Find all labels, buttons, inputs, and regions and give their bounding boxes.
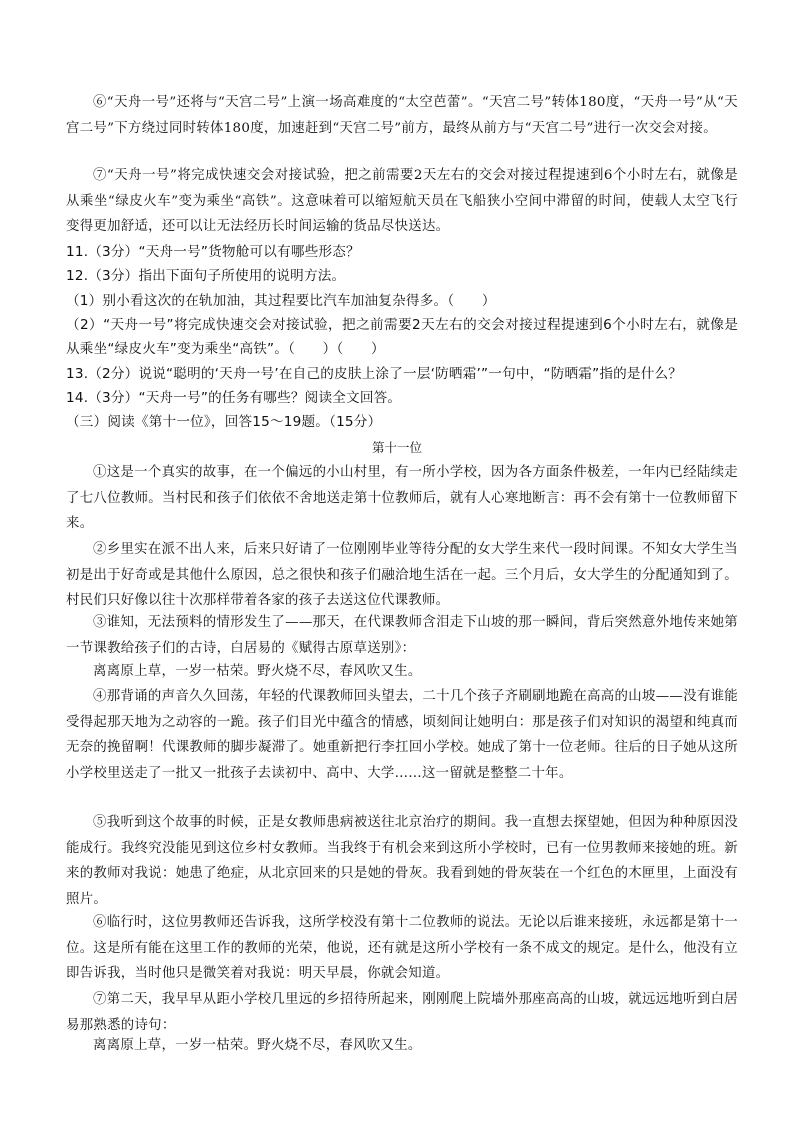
poem-line-1: 离离原上草，一岁一枯荣。野火烧不尽，春风吹又生。 [93, 664, 422, 679]
question-12: 12.（3分）指出下面句子所使用的说明方法。 [66, 268, 346, 284]
story-paragraph-6: ⑥临行时，这位男教师还告诉我，这所学校没有第十二位教师的说法。无论以后谁来接班，永远都是第十一位。这是所有能在这里工作的教师的光荣，他说，还有就是这所小学校有一条不成文的规定。是什么，他没有立即告诉我，当时他只是微笑着对我说：明天早晨，你就会知道。 [66, 915, 738, 982]
story-paragraph-3: ③谁知，无法预料的情形发生了——那天，在代课教师含泪走下山坡的那一瞬间，背后突然意外地传来她第一节课教给孩子们的古诗，白居易的《赋得古原草送别》： [66, 615, 738, 656]
passage-title: 第十一位 [371, 440, 422, 455]
passage-paragraph-6: ⑥“天舟一号”还将与“天宫二号”上演一场高难度的“太空芭蕾”。“天宫二号”转体180度，“天舟一号”从“天宫二号”下方绕过同时转体180度，加速赶到“天宫二号”前方，最终从前方与“天宫二号”进行一次交会对接。 [66, 95, 738, 136]
question-11: 11.（3分）“天舟一号”货物舱可以有哪些形态？ [66, 244, 360, 260]
question-14: 14.（3分）“天舟一号”的任务有哪些？阅读全文回答。 [66, 390, 402, 406]
story-paragraph-5: ⑤我听到这个故事的时候，正是女教师患病被送往北京治疗的期间。我一直想去探望她，但因为种种原因没能成行。我终究没能见到这位乡村女教师。当我终于有机会来到这所小学校时，已有一位男教师来接她的班。新来的教师对我说：她患了绝症，从北京回来的只是她的骨灰。我看到她的骨灰装在一个红色的木匣里，上面没有照片。 [66, 815, 738, 907]
story-paragraph-7: ⑦第二天，我早早从距小学校几里远的乡招待所起来，刚刚爬上院墙外那座高高的山坡，就远远地听到白居易那熟悉的诗句： [66, 992, 738, 1033]
story-paragraph-4: ④那背诵的声音久久回荡，年轻的代课教师回头望去，二十几个孩子齐刷刷地跪在高高的山坡——没有谁能受得起那天地为之动容的一跪。孩子们目光中蕴含的情感，顷刻间让她明白：那是孩子们对知识的渴望和纯真而无奈的挽留啊！代课教师的脚步凝滞了。她重新把行李扛回小学校。她成了第十一位老师。往后的日子她从这所小学校里送走了一批又一批孩子去读初中、高中、大学……这一留就是整整二十年。 [66, 689, 738, 781]
question-13: 13.（2分）说说“聪明的‘天舟一号’在自己的皮肤上涂了一层‘防晒霜’”一句中，“防晒霜”指的是什么？ [66, 366, 683, 382]
poem-line-2: 离离原上草，一岁一枯荣。野火烧不尽，春风吹又生。 [93, 1038, 422, 1053]
question-12-part-1: （1）别小看这次的在轨加油，其过程要比汽车加油复杂得多。（ ） [66, 293, 496, 309]
story-paragraph-1: ①这是一个真实的故事，在一个偏远的小山村里，有一所小学校，因为各方面条件极差，一年内已经陆续走了七八位教师。当村民和孩子们依依不舍地送走第十位教师后，就有人心寒地断言：再不会有第十一位教师留下来。 [66, 465, 738, 532]
story-paragraph-2: ②乡里实在派不出人来，后来只好请了一位刚刚毕业等待分配的女大学生来代一段时间课。不知女大学生当初是出于好奇或是其他什么原因，总之很快和孩子们融洽地生活在一起。三个月后，女大学生的分配通知到了。村民们只好像以往十次那样带着各家的孩子去送这位代课教师。 [66, 542, 738, 609]
passage-paragraph-7: ⑦“天舟一号”将完成快速交会对接试验，把之前需要2天左右的交会对接过程提速到6个小时左右，就像是从乘坐“绿皮火车”变为乘坐“高铁”。这意味着可以缩短航天员在飞船狭小空间中滞留的时间，使载人太空飞行变得更加舒适，还可以让无法经历长时间运输的货品尽快送达。 [66, 168, 738, 235]
question-12-part-2: （2）“天舟一号”将完成快速交会对接试验，把之前需要2天左右的交会对接过程提速到6个小时左右，就像是从乘坐“绿皮火车”变为乘坐“高铁”。（ ）（ ） [66, 317, 738, 357]
section-3-heading: （三）阅读《第十一位》，回答15～19题。（15分） [66, 414, 382, 430]
